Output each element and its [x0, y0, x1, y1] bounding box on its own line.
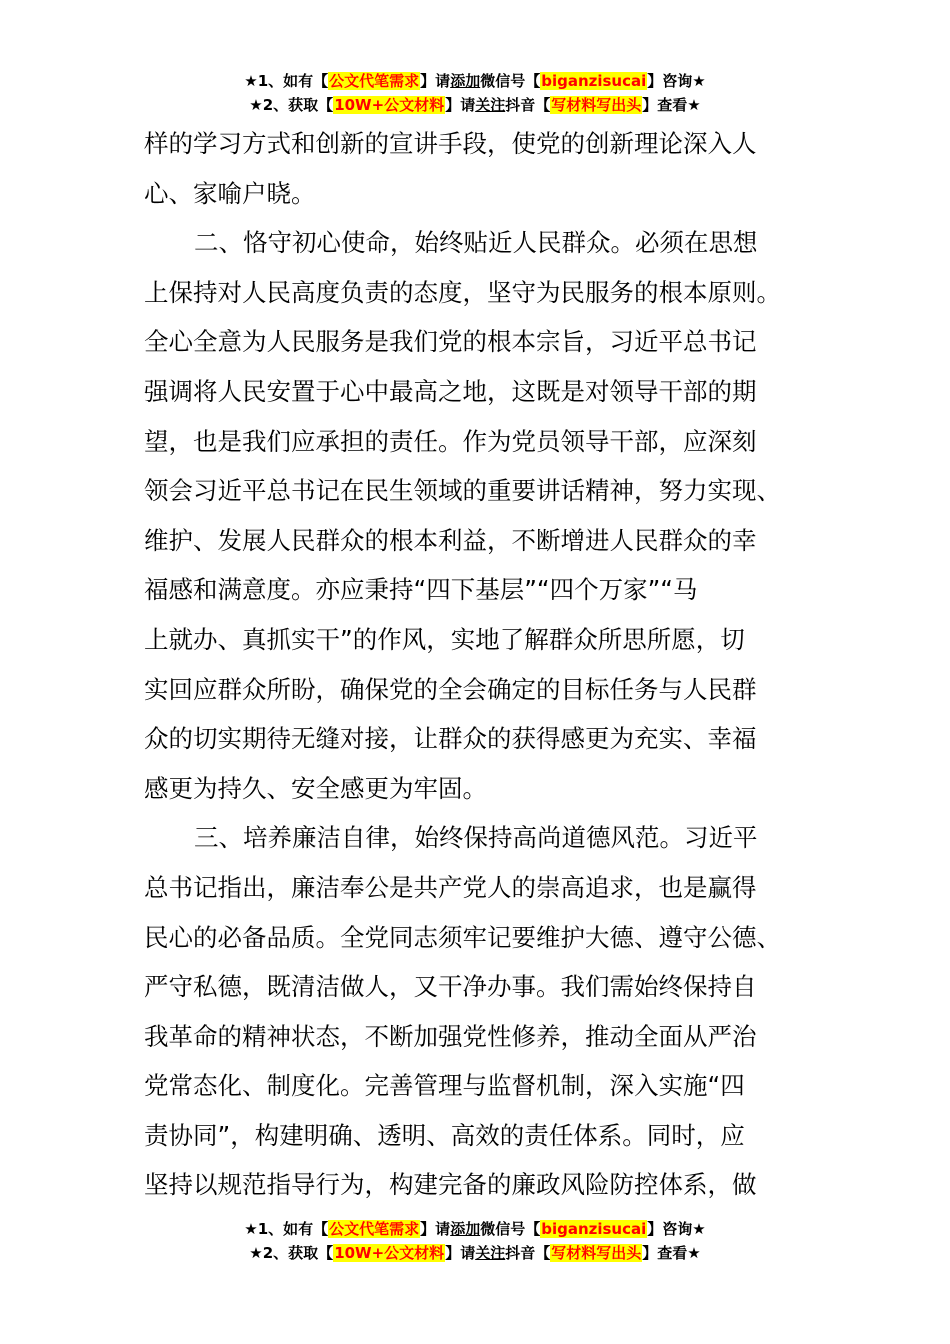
document-body: [144, 119, 794, 1210]
notice-text: 】请: [445, 1244, 476, 1262]
text-line: 上保持对人民高度负责的态度，坚守为民服务的根本原则。: [144, 277, 781, 307]
notice-text: ★2、获取【: [249, 1244, 334, 1262]
notice-highlight: 写材料写出头: [551, 96, 642, 114]
text-line: 党常态化、制度化。完善管理与监督机制，深入实施“四: [144, 1071, 745, 1101]
text-line: 感更为持久、安全感更为牢固。: [144, 773, 487, 803]
notice-emphasis: 关注: [475, 96, 506, 114]
text-line: 三、培养廉洁自律，始终保持高尚道德风范。习近平: [194, 823, 758, 853]
notice-line-1: [0, 1217, 950, 1241]
notice-emphasis: 关注: [475, 1244, 506, 1262]
notice-highlight: biganzisucai: [541, 72, 647, 90]
text-line: 样的学习方式和创新的宣讲手段，使党的创新理论深入人: [144, 129, 757, 158]
text-line: 总书记指出，廉洁奉公是共产党人的崇高追求，也是赢得: [144, 872, 757, 902]
notice-highlight: 10W+公文材料: [334, 96, 445, 114]
notice-emphasis: 添加: [450, 72, 481, 90]
text-line: 维护、发展人民群众的根本利益，不断增进人民群众的幸: [144, 525, 757, 555]
notice-text: 微信号【: [480, 1220, 541, 1238]
notice-line-2: [0, 1241, 950, 1265]
footer-notice: [0, 1217, 950, 1265]
notice-line-2: [0, 93, 950, 117]
text-line: 责协同”，构建明确、透明、高效的责任体系。同时，应: [144, 1120, 745, 1150]
text-line: 实回应群众所盼，确保党的全会确定的目标任务与人民群: [144, 674, 757, 704]
notice-text: 】请: [420, 1220, 451, 1238]
notice-highlight: 公文代笔需求: [329, 72, 420, 90]
notice-text: 】咨询★: [647, 72, 706, 90]
text-line: 上就办、真抓实干”的作风，实地了解群众所思所愿，切: [144, 624, 745, 654]
notice-text: 】请: [420, 72, 451, 90]
text-line: 强调将人民安置于心中最高之地，这既是对领导干部的期: [144, 376, 757, 406]
text-line: 全心全意为人民服务是我们党的根本宗旨，习近平总书记: [144, 327, 757, 357]
text-line: 领会习近平总书记在民生领域的重要讲话精神，努力实现、: [144, 476, 781, 506]
notice-text: 】请: [445, 96, 476, 114]
notice-text: 微信号【: [480, 72, 541, 90]
text-line: 二、恪守初心使命，始终贴近人民群众。必须在思想: [194, 228, 758, 258]
text-line: 严守私德，既清洁做人，又干净办事。我们需始终保持自: [144, 972, 757, 1002]
notice-text: ★2、获取【: [249, 96, 334, 114]
notice-text: ★1、如有【: [244, 72, 329, 90]
notice-text: ★1、如有【: [244, 1220, 329, 1238]
notice-text: 】查看★: [642, 96, 701, 114]
text-line: 民心的必备品质。全党同志须牢记要维护大德、遵守公德、: [144, 922, 781, 952]
notice-text: 抖音【: [505, 1244, 551, 1262]
notice-highlight: 10W+公文材料: [334, 1244, 445, 1262]
notice-text: 】咨询★: [647, 1220, 706, 1238]
text-line: 我革命的精神状态，不断加强党性修养，推动全面从严治: [144, 1021, 757, 1051]
header-notice: [0, 69, 950, 117]
notice-text: 】查看★: [642, 1244, 701, 1262]
text-line: 福感和满意度。亦应秉持“四下基层”“四个万家”“马: [144, 575, 698, 605]
text-line: 望，也是我们应承担的责任。作为党员领导干部，应深刻: [144, 426, 757, 456]
text-line: 心、家喻户晓。: [144, 178, 316, 208]
notice-line-1: [0, 69, 950, 93]
text-line: 坚持以规范指导行为，构建完备的廉政风险防控体系，做: [144, 1170, 757, 1200]
notice-highlight: biganzisucai: [541, 1220, 647, 1238]
notice-highlight: 写材料写出头: [551, 1244, 642, 1262]
notice-text: 抖音【: [505, 96, 551, 114]
text-line: 众的切实期待无缝对接，让群众的获得感更为充实、幸福: [144, 724, 757, 754]
notice-highlight: 公文代笔需求: [329, 1220, 420, 1238]
notice-emphasis: 添加: [450, 1220, 481, 1238]
